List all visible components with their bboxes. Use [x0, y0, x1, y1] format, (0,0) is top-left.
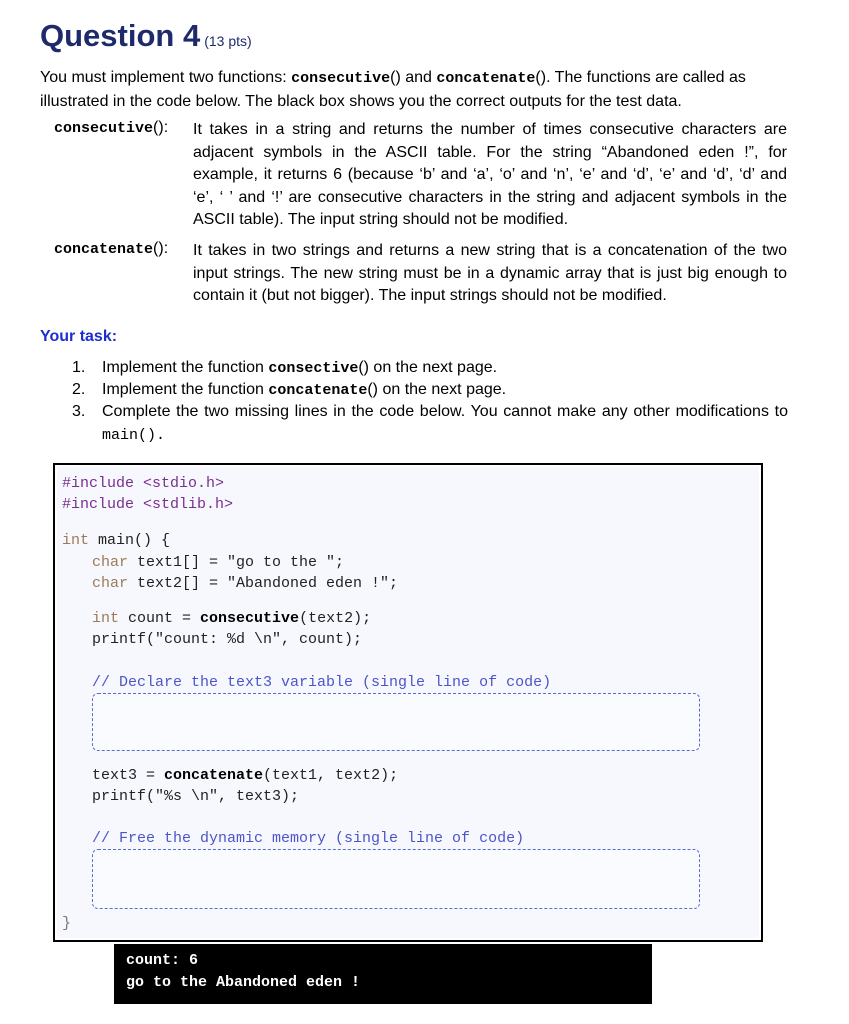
- code-concatenate-call: text3 = concatenate(text1, text2);: [92, 767, 399, 784]
- code-text2-decl: char text2[] = "Abandoned eden !";: [92, 575, 399, 592]
- task-item-1: 1. Implement the function consective() on the next page.: [72, 359, 498, 377]
- code-include-stdlib: #include <stdlib.h>: [62, 496, 234, 513]
- title-text: Question 4: [40, 18, 201, 53]
- concatenate-description: It takes in two strings and returns a new string that is a concatenation of the two input strings. The new string must be in a dynamic array that is just big enough to contain it (but not bigger). The input strings should not be modified.: [193, 242, 787, 304]
- code-include-stdio: #include <stdio.h>: [62, 475, 225, 492]
- code-closing-brace: }: [62, 915, 72, 932]
- output-terminal: [114, 944, 652, 1004]
- code-printf-text3: printf("%s \n", text3);: [92, 788, 300, 805]
- task-item-3: 3. Complete the two missing lines in the code below. You cannot make any other modifications to main().: [72, 403, 788, 444]
- code-main-decl: int main() {: [62, 532, 171, 549]
- points-label: (13 pts): [204, 33, 252, 49]
- task-item-2: 2. Implement the function concatenate() on the next page.: [72, 381, 507, 399]
- code-printf-count: printf("count: %d \n", count);: [92, 631, 363, 648]
- answer-box-free[interactable]: [92, 849, 700, 909]
- code-comment-free: // Free the dynamic memory (single line of code): [92, 830, 525, 847]
- output-line-2: go to the Abandoned eden !: [126, 974, 361, 991]
- code-text1-decl: char text1[] = "go to the ";: [92, 554, 345, 571]
- question-title: [40, 18, 252, 54]
- task-heading: Your task:: [40, 328, 118, 345]
- output-line-1: count: 6: [126, 952, 199, 969]
- intro-paragraph: You must implement two functions: consecutive() and concatenate(). The functions are called as illustrated in the code below. The black box shows you the correct outputs for the test data.: [40, 69, 746, 110]
- answer-box-declare[interactable]: [92, 693, 700, 751]
- code-comment-declare: // Declare the text3 variable (single line of code): [92, 674, 552, 691]
- code-count-decl: int count = consecutive(text2);: [92, 610, 372, 627]
- consecutive-description: It takes in a string and returns the number of times consecutive characters are adjacent symbols in the ASCII table. For the string “Abandoned eden !”, for example, it returns 6 (because ‘b’ and ‘a’, ‘o’ and ‘n’, ‘e’ and ‘d’, ‘e’ and ‘d’, ‘d’ and ‘e’, ‘ ’ and ‘!’ are consecutive characters in the string and adjacent symbols in the ASCII table). The input string should not be modified.: [193, 121, 787, 228]
- concatenate-term: concatenate():: [54, 240, 169, 258]
- consecutive-term: consecutive():: [54, 119, 169, 137]
